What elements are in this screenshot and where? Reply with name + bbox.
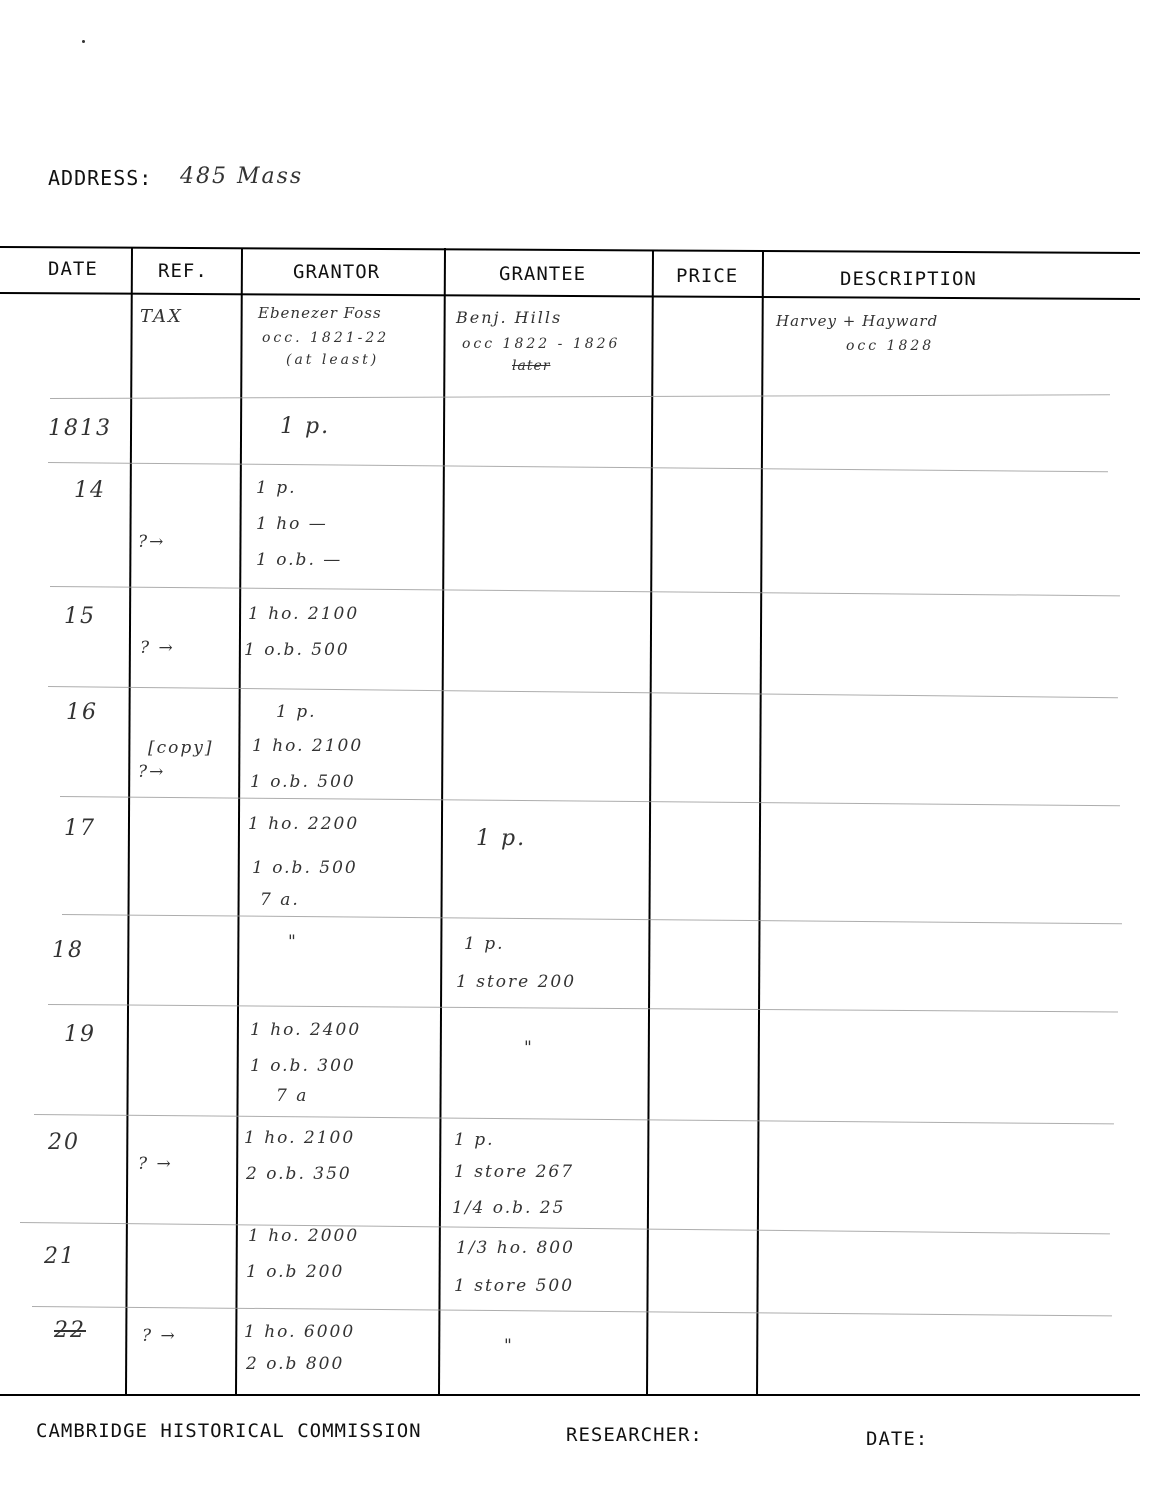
grantee-entry: " — [504, 1336, 514, 1356]
grantee-entry: " — [524, 1038, 534, 1058]
row-separator — [48, 1004, 1118, 1012]
grantor-entry: 1 ho. 2400 — [250, 1020, 362, 1040]
first-entry-grantee-line: Benj. Hills — [456, 308, 563, 327]
first-entry-grantor-line: Ebenezer Foss — [258, 304, 382, 322]
ref-entry: [copy] — [148, 738, 214, 758]
grantor-entry: 1 p. — [276, 702, 317, 722]
ref-entry: ?→ — [138, 532, 166, 552]
row-separator — [62, 914, 1122, 924]
footer-date-label: DATE: — [866, 1428, 929, 1450]
row-date: 17 — [64, 816, 96, 841]
first-entry-description-line: Harvey + Hayward — [776, 312, 939, 330]
grantee-entry: 1 store 200 — [456, 972, 577, 992]
col-divider-price — [756, 252, 764, 1395]
row-separator — [48, 462, 1108, 472]
first-entry-grantor-line: (at least) — [286, 352, 380, 368]
grantee-entry: 1/4 o.b. 25 — [452, 1198, 566, 1218]
column-header-price: PRICE — [676, 265, 739, 287]
grantee-entry: 1 store 500 — [454, 1276, 575, 1296]
row-date: 18 — [52, 938, 84, 963]
col-divider-grantor — [438, 248, 446, 1395]
column-header-description: DESCRIPTION — [840, 268, 977, 290]
column-header-date: DATE — [48, 258, 98, 280]
address-label: ADDRESS: — [48, 166, 153, 190]
first-entry-ref: TAX — [140, 306, 183, 327]
grantor-entry: 1 o.b. 500 — [252, 858, 358, 878]
grantor-entry: 1 o.b. 500 — [244, 640, 350, 660]
row-separator — [48, 686, 1118, 698]
grantor-entry: 1 o.b. 300 — [250, 1056, 356, 1076]
grantor-entry: 1 ho. 6000 — [244, 1322, 356, 1342]
table-bottom-border — [0, 1394, 1140, 1396]
ref-entry: ? → — [142, 1326, 177, 1346]
first-entry-description-line: occ 1828 — [846, 338, 935, 354]
grantor-entry: 1 ho — — [256, 514, 328, 534]
row-separator — [50, 394, 1110, 399]
row-separator — [60, 796, 1120, 806]
row-separator — [34, 1114, 1114, 1124]
grantor-entry: 1 o.b 200 — [246, 1262, 345, 1282]
column-header-grantor: GRANTOR — [293, 261, 381, 283]
row-separator — [32, 1306, 1112, 1316]
row-date: 16 — [66, 700, 98, 725]
grantor-entry: 1 ho. 2100 — [248, 604, 360, 624]
footer-researcher-label: RESEARCHER: — [566, 1424, 703, 1446]
grantor-entry: 7 a — [276, 1086, 309, 1106]
grantee-entry: 1 p. — [454, 1130, 495, 1150]
grantor-entry: 2 o.b. 350 — [246, 1164, 352, 1184]
col-divider-grantee — [646, 250, 654, 1395]
row-date: 19 — [64, 1022, 96, 1047]
row-date: 15 — [64, 604, 96, 629]
grantor-entry: 7 a. — [260, 890, 300, 910]
grantor-entry: " — [288, 932, 298, 952]
grantee-entry: 1 p. — [464, 934, 505, 954]
ref-entry: ? → — [140, 638, 175, 658]
row-date: 14 — [74, 478, 106, 503]
grantor-entry: 2 o.b 800 — [246, 1354, 345, 1374]
first-entry-grantee-line: occ 1822 - 1826 — [462, 336, 621, 352]
first-entry-grantee-line-struck: later — [512, 358, 551, 374]
ref-entry: ? → — [138, 1154, 173, 1174]
row-separator — [20, 1222, 1110, 1234]
address-value: 485 Mass — [180, 164, 304, 189]
grantor-entry: 1 ho. 2000 — [248, 1226, 360, 1246]
row-date: 20 — [48, 1130, 80, 1155]
ref-entry: ?→ — [138, 762, 166, 782]
grantor-entry: 1 p. — [256, 478, 297, 498]
grantor-entry: 1 ho. 2100 — [252, 736, 364, 756]
grantor-entry: 1 o.b. 500 — [250, 772, 356, 792]
stray-mark — [82, 40, 85, 43]
grantor-entry: 1 o.b. — — [256, 550, 343, 570]
grantee-entry: 1/3 ho. 800 — [456, 1238, 575, 1258]
header-bottom-border — [0, 292, 1140, 300]
grantee-entry: 1 store 267 — [454, 1162, 575, 1182]
row-date: 22 — [54, 1318, 86, 1343]
row-date: 21 — [44, 1244, 76, 1269]
table-top-border — [0, 246, 1140, 254]
first-entry-grantor-line: occ. 1821-22 — [262, 330, 390, 346]
column-header-ref: REF. — [158, 260, 208, 282]
grantor-entry: 1 p. — [280, 414, 331, 439]
row-date: 1813 — [48, 416, 112, 441]
grantee-entry: 1 p. — [476, 826, 527, 851]
col-divider-ref — [235, 248, 243, 1395]
grantor-entry: 1 ho. 2100 — [244, 1128, 356, 1148]
grantor-entry: 1 ho. 2200 — [248, 814, 360, 834]
footer-commission: CAMBRIDGE HISTORICAL COMMISSION — [36, 1420, 422, 1442]
column-header-grantee: GRANTEE — [499, 263, 587, 285]
row-separator — [50, 586, 1120, 596]
